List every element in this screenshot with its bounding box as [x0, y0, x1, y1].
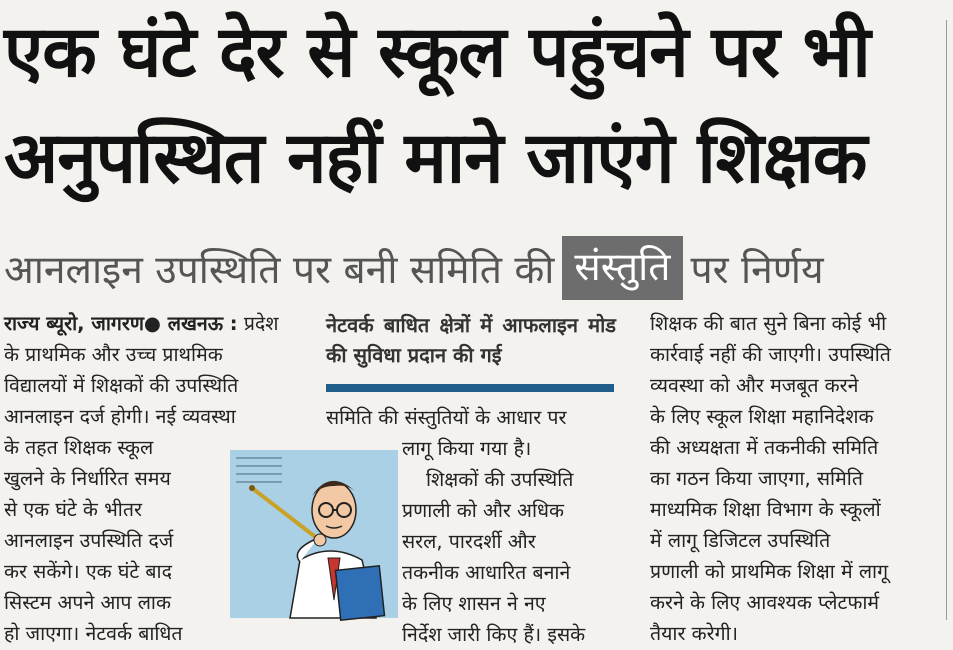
byline: राज्य ब्यूरो, जागरण● लखनऊ : [4, 312, 238, 335]
headline-line-1: एक घंटे देर से स्कूल पहुंचने पर भी [4, 10, 870, 93]
col3-line-2: व्यवस्था को और मजबूत करने [650, 374, 859, 397]
col1-line-3: आनलाइन दर्ज होगी। नई व्यवस्था [4, 405, 236, 428]
article-column-3 [650, 308, 940, 645]
col2-line-0: समिति की संस्तुतियों के आधार पर [326, 406, 567, 429]
col1-line-5: खुलने के निर्धारित समय [4, 467, 171, 490]
col1-line-8: कर सकेंगे। एक घंटे बाद [4, 560, 172, 583]
page-edge-rule [946, 20, 947, 620]
col2-line-1: लागू किया गया है। [402, 437, 532, 460]
col2-line-7: निर्देश जारी किए हैं। इसके [402, 623, 586, 646]
col1-line-6: से एक घंटे के भीतर [4, 498, 142, 521]
article-column-2 [326, 308, 616, 646]
col2-line-4: सरल, पारदर्शी और [402, 530, 536, 553]
col3-line-7: में लागू डिजिटल उपस्थिति [650, 529, 831, 552]
col3-line-10: तैयार करेगी। [650, 622, 739, 645]
headline-line-2: अनुपस्थित नहीं माने जाएंगे शिक्षक [4, 116, 867, 199]
col2-line-6: के लिए शासन ने नए [402, 592, 546, 615]
subheadline [4, 236, 824, 300]
col1-line-4: के तहत शिक्षक स्कूल [4, 436, 154, 459]
col1-line-7: आनलाइन उपस्थिति दर्ज [4, 529, 174, 552]
col3-line-9: करने के लिए आवश्यक प्लेटफार्म [650, 591, 880, 614]
col1-line-1: के प्राथमिक और उच्च प्राथमिक [4, 343, 223, 366]
col1-line-9: सिस्टम अपने आप लाक [4, 591, 171, 614]
col3-line-6: माध्यमिक शिक्षा विभाग के स्कूलों [650, 498, 881, 521]
col3-line-8: प्रणाली को प्राथमिक शिक्षा में लागू [650, 560, 889, 583]
col3-line-3: के लिए स्कूल शिक्षा महानिदेशक [650, 405, 874, 428]
col2-line-3: प्रणाली को और अधिक [402, 499, 564, 522]
col2-line-2: शिक्षकों की उपस्थिति [426, 468, 574, 491]
col1-line-10: हो जाएगा। नेटवर्क बाधित [4, 622, 183, 645]
col1-line-2: विद्यालयों में शिक्षकों की उपस्थिति [4, 374, 239, 397]
col3-line-4: की अध्यक्षता में तकनीकी समिति [650, 436, 879, 459]
pull-quote-divider [326, 384, 614, 392]
col3-line-1: कार्रवाई नहीं की जाएगी। उपस्थिति [650, 343, 891, 366]
subheadline-highlight: संस्तुति [562, 236, 682, 300]
col3-line-5: का गठन किया जाएगा, समिति [650, 467, 863, 490]
col2-line-5: तकनीक आधारित बनाने [402, 561, 571, 584]
subheadline-after: पर निर्णय [690, 247, 824, 293]
col3-line-0: शिक्षक की बात सुने बिना कोई भी [650, 312, 887, 335]
col1-line-0: प्रदेश [243, 312, 279, 335]
col1-line [4, 308, 296, 339]
pull-quote: नेटवर्क बाधित क्षेत्रों में आफलाइन मोड की सुविधा प्रदान की गई [326, 313, 616, 367]
subheadline-before: आनलाइन उपस्थिति पर बनी समिति की [4, 247, 555, 293]
